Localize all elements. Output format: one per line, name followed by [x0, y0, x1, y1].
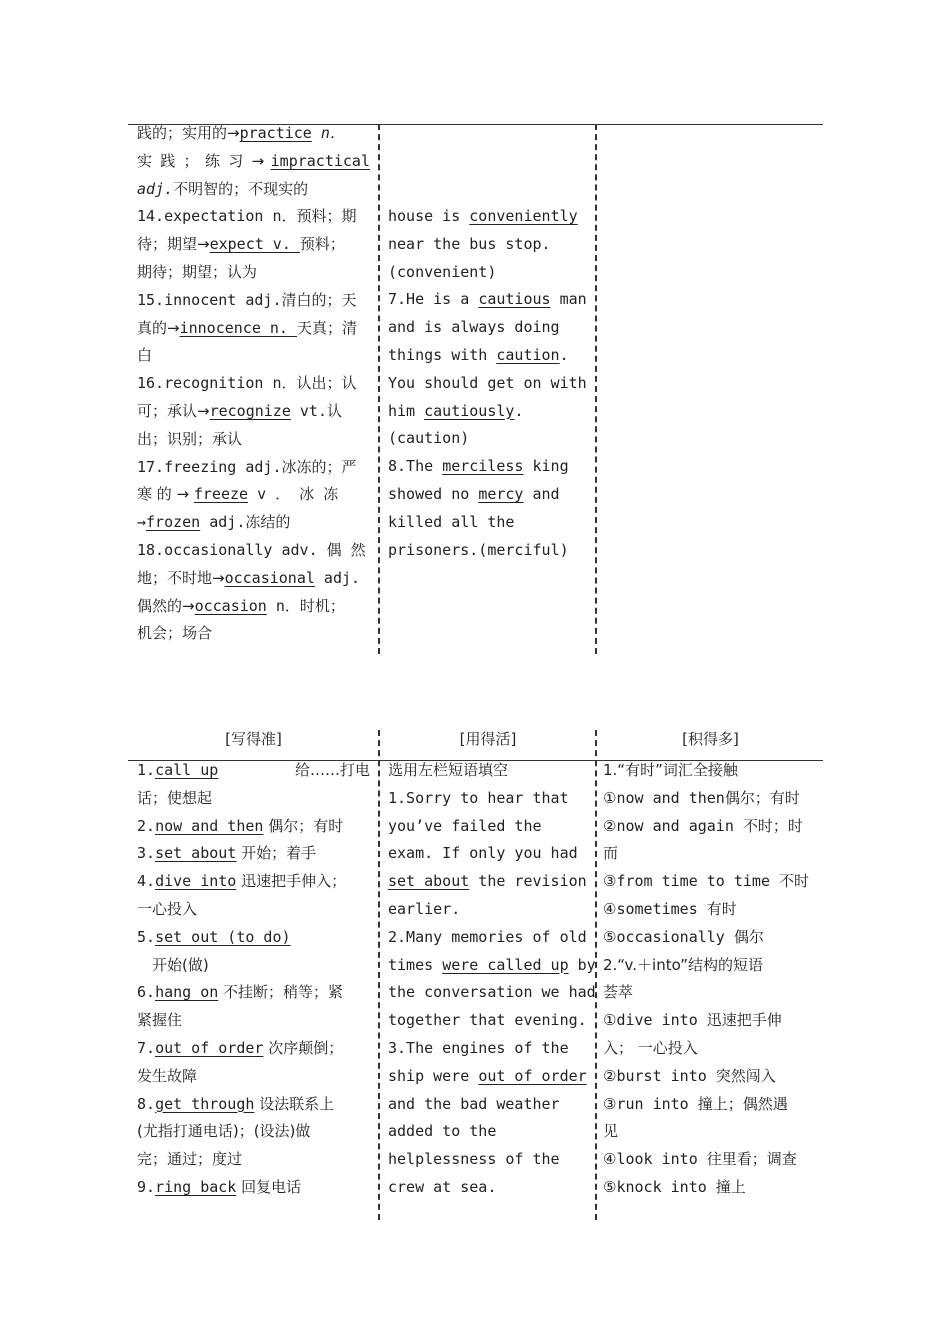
answer-word: innocence n.	[179, 318, 297, 337]
answer-word: expect v.	[209, 235, 300, 254]
text-line: and is always doing	[388, 318, 560, 337]
answer-word: caution	[496, 345, 560, 364]
column-header: [用得活]	[459, 730, 517, 748]
text-line: 3.set about 开始；着手	[137, 844, 317, 863]
answer-phrase: get through	[155, 1094, 255, 1113]
text-line: 7.He is a cautious man	[388, 290, 587, 309]
text-line: times were called up by	[388, 955, 596, 974]
text-line: 白	[137, 346, 153, 365]
text-line: ③run into 撞上；偶然遇	[603, 1094, 788, 1113]
answer-word: merciless	[442, 457, 524, 476]
text-line: 18.occasionally adv. 偶 然	[137, 540, 366, 559]
answer-phrase: were called up	[442, 955, 569, 974]
text-line: exam. If only you had	[388, 844, 578, 863]
answer-word: practice	[239, 124, 312, 142]
text-line: (尤指打通电话)；(设法)做	[137, 1122, 311, 1141]
text-line: (caution)	[388, 429, 470, 448]
text-line: prisoners.(merciful)	[388, 540, 569, 559]
text-line: 地；不时地→occasional adj.	[137, 568, 361, 587]
text-line: earlier.	[388, 899, 461, 918]
text-line: 可；承认→recognize vt.认	[137, 401, 342, 420]
text-line: 待；期望→expect v. 预料；	[137, 235, 345, 254]
text-line: 9.ring back 回复电话	[137, 1177, 302, 1196]
answer-phrase: ring back	[155, 1177, 237, 1196]
text-line: 15.innocent adj.清白的；天	[137, 290, 357, 309]
text-line: 出；识别；承认	[137, 429, 243, 448]
accumulation-column	[603, 757, 818, 1202]
text-line: 荟萃	[603, 983, 634, 1002]
text-line: ①now and then偶尔；有时	[603, 788, 800, 807]
answer-word: occasional	[224, 568, 315, 587]
answer-word: impractical	[270, 151, 370, 170]
text-line: 8.The merciless king	[388, 457, 569, 476]
text-line: ②burst into 突然闯入	[603, 1066, 776, 1085]
text-line: (convenient)	[388, 262, 497, 281]
answer-word: freeze	[193, 485, 249, 504]
text-line: →frozen adj.冻结的	[137, 513, 291, 532]
answer-phrase: now and then	[155, 816, 264, 835]
text-line: near the bus stop.	[388, 234, 551, 253]
answer-phrase: set about	[388, 872, 470, 891]
text-line: ship were out of order	[388, 1066, 587, 1085]
vocab-column-top	[137, 120, 370, 648]
text-line: ②now and again 不时；时	[603, 816, 803, 835]
text-line: 实 践 ； 练 习 → impractical	[137, 151, 370, 170]
text-line: 2.Many memories of old	[388, 927, 587, 946]
text-line: and the bad weather	[388, 1094, 560, 1113]
answer-word: conveniently	[469, 207, 578, 225]
column-divider	[378, 124, 380, 654]
text-line: 期待；期望；认为	[137, 262, 258, 281]
phrase-column	[137, 757, 370, 1202]
answer-word: cautious	[478, 290, 551, 309]
text-line: 14.expectation n．预料；期	[137, 207, 357, 226]
text-line: adj.不明智的；不现实的	[137, 179, 309, 198]
text-line: 17.freezing adj.冰冻的；严	[137, 457, 357, 476]
text-line: 完；通过；度过	[137, 1150, 243, 1169]
text-line: him cautiously.	[388, 401, 524, 420]
text-line: 选用左栏短语填空	[388, 761, 509, 779]
text-line: killed all the	[388, 512, 515, 531]
text-line: 偶然的→occasion n．时机；	[137, 596, 345, 615]
fill-in-column	[388, 757, 596, 1202]
column-divider	[595, 730, 597, 1220]
text-line: 开始(做)	[152, 955, 209, 974]
column-divider	[378, 730, 380, 1220]
text-line: 1.“有时”词汇全接触	[603, 761, 738, 779]
text-line: set about the revision	[388, 872, 587, 891]
exercise-column-top	[388, 203, 588, 564]
text-line: showed no mercy and	[388, 484, 560, 503]
text-line: added to the	[388, 1122, 497, 1141]
text-line: ①dive into 迅速把手伸	[603, 1011, 782, 1030]
text-line: 践的；实用的→practice n．	[137, 124, 345, 142]
answer-phrase: out of order	[155, 1038, 264, 1057]
text-line: ⑤occasionally 偶尔	[603, 927, 764, 946]
answer-phrase: call up	[155, 761, 219, 779]
text-line: 4.dive into 迅速把手伸入；	[137, 872, 347, 891]
text-line: 1.call up 给……打电	[137, 761, 370, 779]
column-header: [写得准]	[225, 730, 282, 748]
text-line: 16.recognition n．认出；认	[137, 374, 357, 393]
text-line: ⑤knock into 撞上	[603, 1177, 746, 1196]
text-line: crew at sea.	[388, 1177, 497, 1196]
answer-phrase: hang on	[155, 983, 219, 1002]
answer-word: recognize	[209, 401, 291, 420]
text-line: 真的→innocence n. 天真；清	[137, 318, 357, 337]
answer-phrase: set about	[155, 844, 237, 863]
text-line: 见	[603, 1122, 619, 1141]
text-line: 而	[603, 844, 619, 863]
column-header: [积得多]	[682, 730, 739, 748]
text-line: 寒 的 → freeze v ． 冰 冻	[137, 485, 339, 504]
text-line: ④look into 往里看；调查	[603, 1150, 797, 1169]
text-line: helplessness of the	[388, 1150, 560, 1169]
text-line: 2.“v.＋into”结构的短语	[603, 955, 763, 974]
text-line: things with caution.	[388, 345, 569, 364]
text-line: 话；使想起	[137, 788, 213, 807]
text-line: 一心投入	[137, 899, 198, 918]
text-line: you’ve failed the	[388, 816, 542, 835]
text-line: You should get on with	[388, 373, 587, 392]
text-line: 紧握住	[137, 1011, 183, 1030]
text-line: 7.out of order 次序颠倒；	[137, 1038, 344, 1057]
answer-phrase: set out (to do)	[155, 927, 291, 946]
text-line: 8.get through 设法联系上	[137, 1094, 335, 1113]
text-line: the conversation we had	[388, 983, 596, 1002]
text-line: 2.now and then 偶尔；有时	[137, 816, 344, 835]
answer-phrase: dive into	[155, 872, 237, 891]
text-line: 6.hang on 不挂断；稍等；紧	[137, 983, 344, 1002]
text-line: 机会；场合	[137, 624, 213, 643]
text-line: 5.set out (to do)	[137, 927, 291, 946]
column-divider	[595, 124, 597, 654]
text-line: 入； 一心投入	[603, 1038, 698, 1057]
text-line: together that evening.	[388, 1011, 587, 1030]
text-line: house is conveniently	[388, 207, 578, 225]
answer-phrase: out of order	[478, 1066, 587, 1085]
answer-word: occasion	[194, 596, 267, 615]
text-line: 发生故障	[137, 1066, 198, 1085]
answer-word: frozen	[146, 513, 201, 532]
text-line: 3.The engines of the	[388, 1038, 569, 1057]
text-line: ③from time to time 不时	[603, 872, 810, 891]
text-line: ④sometimes 有时	[603, 899, 737, 918]
text-line: 1.Sorry to hear that	[388, 788, 569, 807]
answer-word: cautiously	[424, 401, 515, 420]
answer-word: mercy	[478, 484, 524, 503]
